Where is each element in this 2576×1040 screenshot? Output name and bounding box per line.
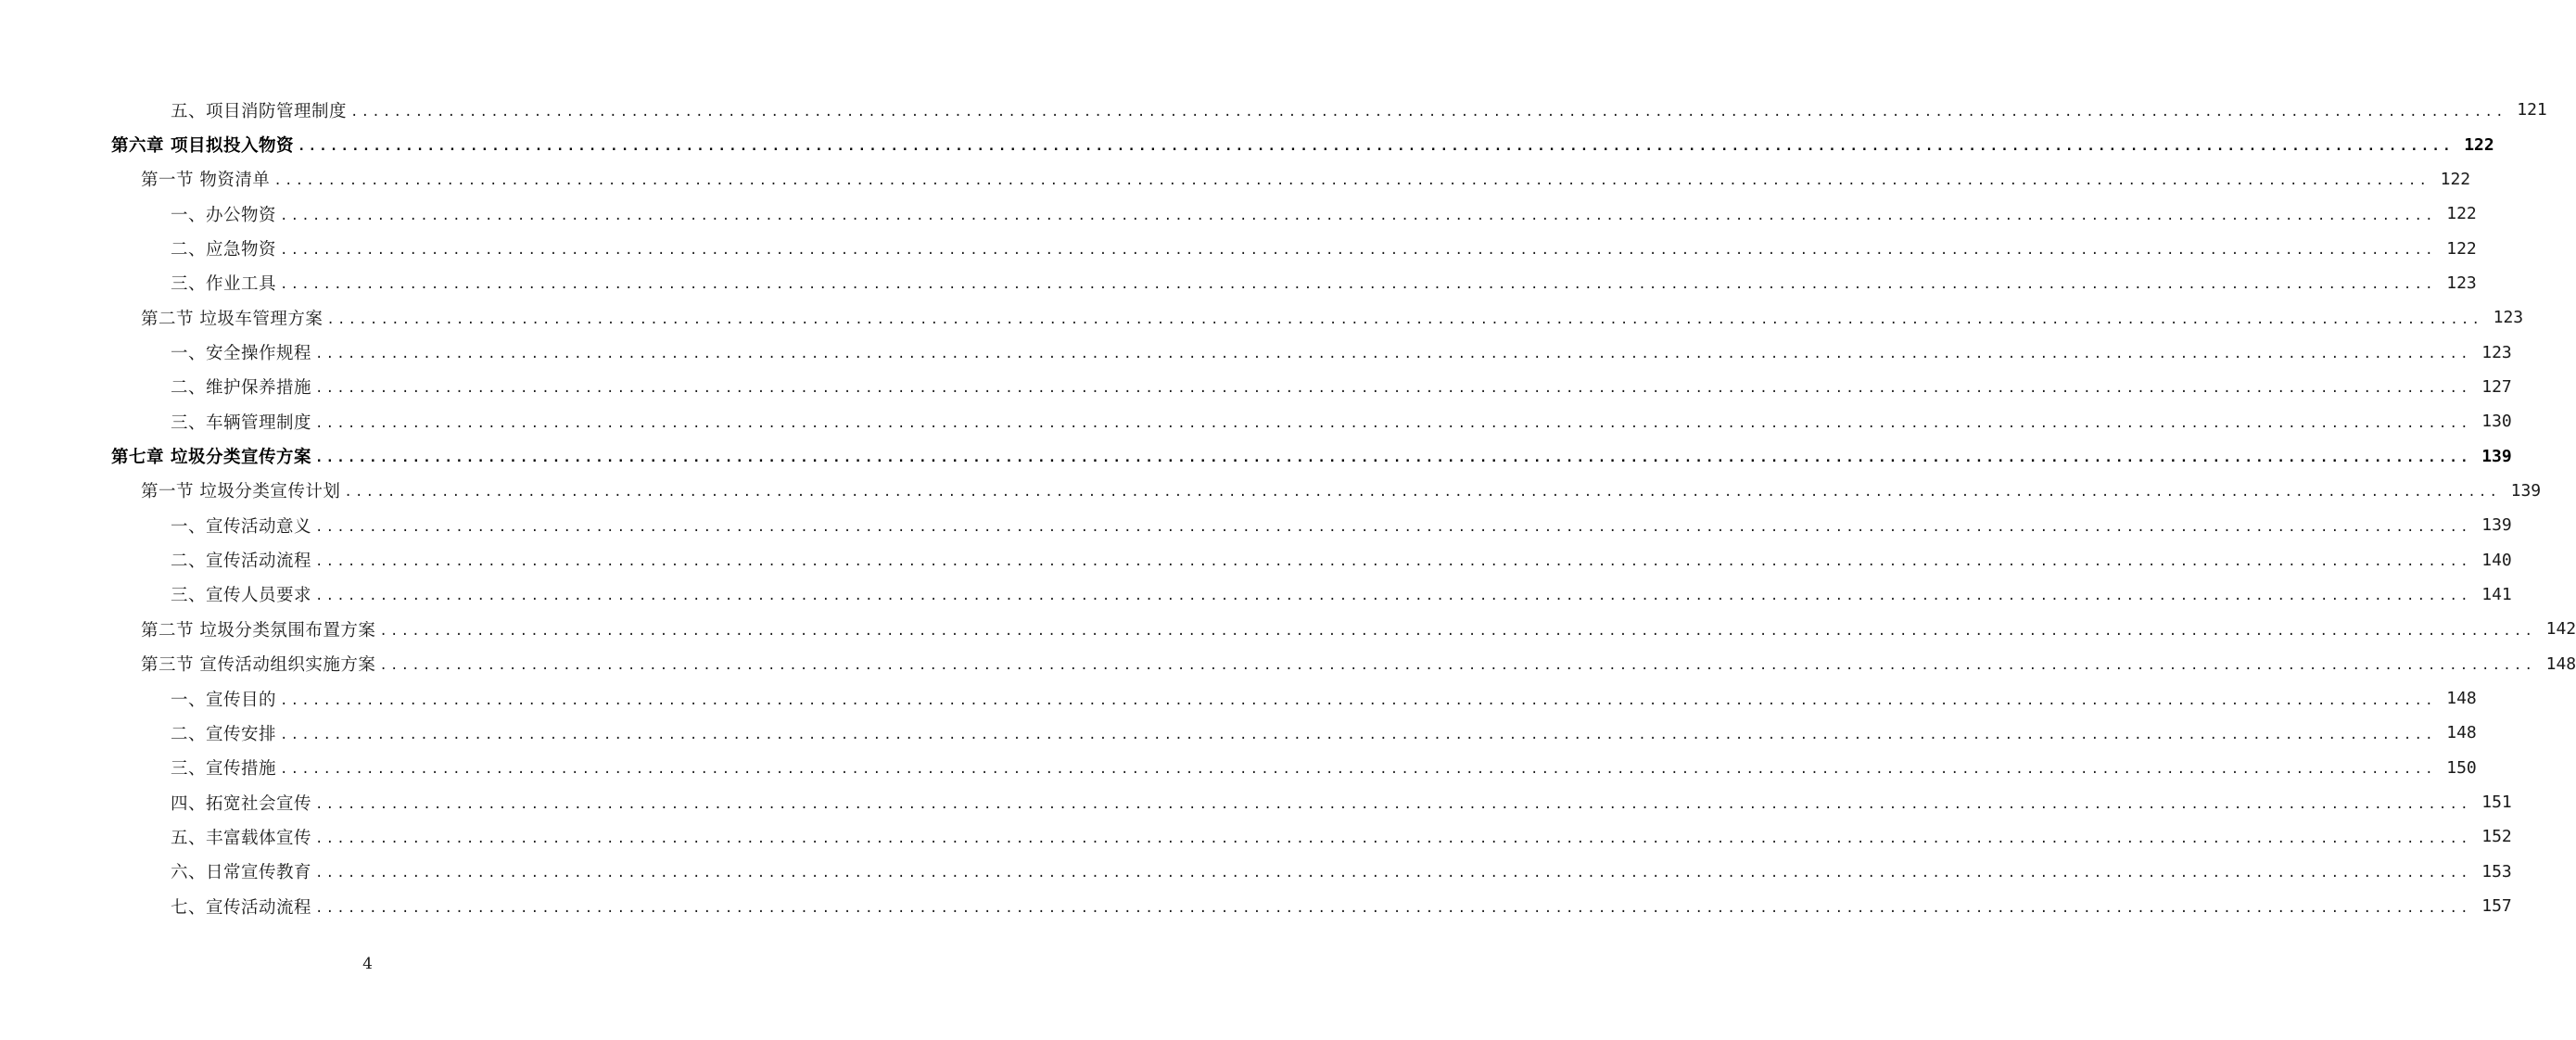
toc-entry-page-number: 148: [2446, 723, 2477, 743]
toc-entry-title: 五、项目消防管理制度: [171, 101, 348, 121]
toc-section-entry[interactable]: [0, 647, 2576, 681]
toc-entry-title: 三、宣传措施: [171, 759, 277, 780]
toc-subsection-entry[interactable]: [0, 889, 2512, 923]
toc-entry-page-number: 122: [2440, 169, 2471, 189]
toc-entry-title: 三、宣传人员要求: [171, 586, 312, 606]
toc-dot-leader: ........................................................................................................................................................................................................: [315, 900, 2471, 916]
toc-subsection-entry[interactable]: [0, 404, 2512, 438]
toc-section-entry[interactable]: [0, 162, 2471, 197]
toc-entry-page-number: 139: [2481, 515, 2512, 536]
table-of-contents: [0, 93, 2576, 923]
toc-entry-title: 第七章 垃圾分类宣传方案: [111, 448, 311, 468]
toc-entry-page-number: 127: [2481, 376, 2512, 397]
toc-entry-title: 二、维护保养措施: [171, 378, 312, 399]
toc-chapter-entry[interactable]: [0, 438, 2512, 473]
toc-dot-leader: ........................................................................................................................................................................................................: [280, 208, 2436, 223]
toc-dot-leader: ........................................................................................................................................................................................................: [315, 519, 2471, 535]
toc-subsection-entry[interactable]: [0, 681, 2477, 716]
toc-entry-page-number: 148: [2545, 653, 2576, 674]
toc-dot-leader: ........................................................................................................................................................................................................: [280, 692, 2436, 708]
toc-dot-leader: ........................................................................................................................................................................................................: [315, 866, 2471, 881]
toc-dot-leader: ........................................................................................................................................................................................................: [315, 415, 2471, 431]
toc-entry-title: 五、丰富载体宣传: [171, 828, 312, 848]
toc-entry-page-number: 157: [2481, 896, 2512, 917]
toc-dot-leader: ........................................................................................................................................................................................................: [280, 762, 2436, 778]
toc-section-entry[interactable]: [0, 474, 2542, 508]
toc-entry-page-number: 153: [2481, 861, 2512, 881]
toc-entry-title: 六、日常宣传教育: [171, 863, 312, 883]
toc-subsection-entry[interactable]: [0, 577, 2512, 612]
toc-section-entry[interactable]: [0, 300, 2524, 335]
toc-entry-title: 第一节 物资清单: [141, 171, 271, 191]
toc-subsection-entry[interactable]: [0, 93, 2547, 127]
toc-dot-leader: ........................................................................................................................................................................................................: [326, 311, 2483, 327]
toc-entry-page-number: 151: [2481, 793, 2512, 813]
toc-entry-title: 二、宣传安排: [171, 724, 277, 744]
toc-entry-page-number: 142: [2545, 619, 2576, 640]
toc-subsection-entry[interactable]: [0, 542, 2512, 577]
toc-dot-leader: ........................................................................................................................................................................................................: [315, 381, 2471, 397]
toc-entry-title: 一、宣传目的: [171, 690, 277, 710]
toc-subsection-entry[interactable]: [0, 197, 2477, 231]
toc-dot-leader: ........................................................................................................................................................................................................: [379, 658, 2536, 674]
toc-entry-title: 第一节 垃圾分类宣传计划: [141, 482, 341, 502]
toc-subsection-entry[interactable]: [0, 231, 2477, 265]
toc-entry-title: 一、宣传活动意义: [171, 516, 312, 537]
toc-dot-leader: ........................................................................................................................................................................................................: [344, 485, 2501, 501]
toc-dot-leader: ........................................................................................................................................................................................................: [280, 243, 2436, 259]
toc-entry-page-number: 152: [2481, 827, 2512, 847]
toc-dot-leader: ........................................................................................................................................................................................................: [314, 450, 2471, 466]
toc-subsection-entry[interactable]: [0, 335, 2512, 369]
toc-dot-leader: ........................................................................................................................................................................................................: [273, 173, 2430, 189]
toc-entry-title: 二、应急物资: [171, 240, 277, 260]
toc-entry-page-number: 141: [2481, 584, 2512, 604]
toc-entry-page-number: 122: [2446, 204, 2477, 224]
toc-subsection-entry[interactable]: [0, 819, 2512, 854]
toc-entry-page-number: 130: [2481, 412, 2512, 432]
toc-dot-leader: ........................................................................................................................................................................................................: [315, 796, 2471, 812]
toc-entry-page-number: 148: [2446, 689, 2477, 709]
toc-dot-leader: ........................................................................................................................................................................................................: [315, 347, 2471, 362]
toc-entry-title: 三、作业工具: [171, 274, 277, 295]
toc-entry-title: 第二节 垃圾分类氛围布置方案: [141, 620, 376, 640]
toc-entry-page-number: 123: [2446, 273, 2477, 293]
toc-entry-title: 一、安全操作规程: [171, 344, 312, 364]
toc-entry-page-number: 139: [2510, 480, 2542, 501]
toc-dot-leader: ........................................................................................................................................................................................................: [350, 104, 2506, 120]
toc-subsection-entry[interactable]: [0, 785, 2512, 819]
toc-section-entry[interactable]: [0, 612, 2576, 646]
toc-subsection-entry[interactable]: [0, 508, 2512, 542]
toc-entry-title: 一、办公物资: [171, 205, 277, 225]
toc-entry-title: 第六章 项目拟投入物资: [111, 136, 294, 157]
toc-subsection-entry[interactable]: [0, 751, 2477, 785]
toc-dot-leader: ........................................................................................................................................................................................................: [315, 831, 2471, 846]
toc-subsection-entry[interactable]: [0, 266, 2477, 300]
page-number: 4: [362, 955, 373, 973]
toc-dot-leader: ........................................................................................................................................................................................................: [280, 277, 2436, 293]
toc-entry-page-number: 121: [2517, 100, 2547, 120]
toc-dot-leader: ........................................................................................................................................................................................................: [379, 623, 2536, 639]
toc-dot-leader: ........................................................................................................................................................................................................: [315, 554, 2471, 570]
toc-subsection-entry[interactable]: [0, 370, 2512, 404]
toc-entry-title: 四、拓宽社会宣传: [171, 793, 312, 814]
toc-entry-page-number: 123: [2493, 308, 2524, 328]
toc-entry-title: 七、宣传活动流程: [171, 897, 312, 918]
toc-entry-page-number: 140: [2481, 550, 2512, 570]
toc-entry-title: 三、车辆管理制度: [171, 412, 312, 433]
toc-dot-leader: ........................................................................................................................................................................................................: [315, 589, 2471, 604]
toc-subsection-entry[interactable]: [0, 855, 2512, 889]
toc-entry-page-number: 122: [2464, 134, 2494, 155]
toc-entry-page-number: 123: [2481, 342, 2512, 362]
toc-entry-page-number: 122: [2446, 238, 2477, 259]
toc-entry-page-number: 139: [2481, 446, 2512, 466]
toc-dot-leader: ........................................................................................................................................................................................................: [297, 139, 2454, 155]
toc-entry-title: 二、宣传活动流程: [171, 552, 312, 572]
toc-entry-page-number: 150: [2446, 757, 2477, 778]
toc-chapter-entry[interactable]: [0, 127, 2494, 161]
toc-entry-title: 第二节 垃圾车管理方案: [141, 309, 324, 329]
toc-entry-title: 第三节 宣传活动组织实施方案: [141, 655, 376, 676]
toc-dot-leader: ........................................................................................................................................................................................................: [280, 727, 2436, 742]
toc-subsection-entry[interactable]: [0, 716, 2477, 750]
